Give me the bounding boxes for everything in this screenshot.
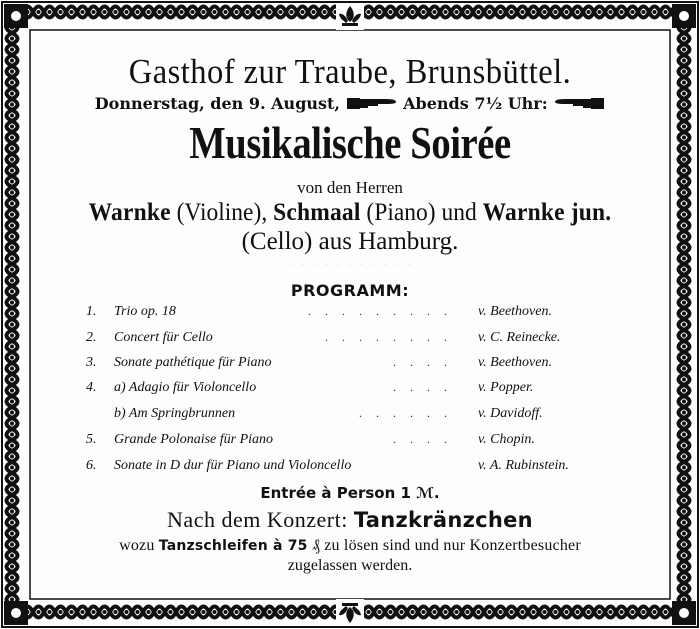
program-number: 4. [86,380,97,395]
performer-name: Warnke jun. [482,199,612,226]
program-composer: v. C. Reinecke. [478,330,561,345]
dance-note-line-2: zugelassen werden. [287,557,413,574]
date-text: Donnerstag, den 9. August, [94,94,340,113]
fleur-de-lis-icon [336,4,364,30]
program-heading: PROGRAMM: [290,281,410,300]
pointing-hand-icon [346,97,398,110]
program-composer: v. Davidoff. [478,406,543,421]
dance-note [30,537,670,555]
date-line [30,94,670,113]
program-number: 3. [86,355,97,370]
dance-event: Tanzkränzchen [353,508,533,532]
program-row: ........ 2. Concert für Cello v. C. Reinecke. [86,330,561,345]
performers-line-2: (Cello) aus Hamburg. [241,228,459,255]
performer-name: Schmaal [273,199,361,226]
program-number: 1. [86,304,97,319]
program-composer: v. Beethoven. [478,355,552,370]
event-title: Musikalische Soirée [189,117,511,168]
performers-line [49,199,651,227]
pointing-hand-icon [553,97,605,110]
program-number: 5. [86,432,97,447]
program-work: b) Am Springbrunnen [114,406,236,421]
after-concert-line [30,507,670,533]
time-text: Abends 7½ Uhr: [403,94,548,113]
venue-heading: Gasthof zur Traube, Brunsbüttel. [128,52,572,91]
program-row: ......... 1. Trio op. 18 v. Beethoven. [86,304,552,319]
divider: · · · · · · · · · · · [290,262,415,269]
program-composer: v. Popper. [478,380,534,395]
program-composer: v. Beethoven. [478,304,552,319]
entrance-fee: Entrée à Person 1 ℳ. [260,484,440,502]
program-work: Trio op. 18 [114,304,176,319]
program-row: .... 5. Grande Polonaise für Piano v. Chopin. [86,432,535,447]
program-row: ...... b) Am Springbrunnen v. Davidoff. [114,406,543,421]
program-row: .... 4. a) Adagio für Violoncello v. Popper. [86,380,534,395]
fleur-de-lis-icon [336,599,364,625]
performer-instrument: (Violine), [176,199,268,226]
program-work: Sonate in D dur für Piano und Violoncello [114,458,352,473]
program-row [86,458,646,482]
program-work: a) Adagio für Violoncello [114,380,257,395]
program-work: Concert für Cello [114,330,213,345]
performer-instrument: (Piano) und [366,199,477,226]
intro-text: von den Herren [297,178,403,197]
program-number: 2. [86,330,97,345]
program-work: Grande Polonaise für Piano [114,432,274,447]
program-number: 6. [86,458,97,473]
note-text: zu lösen sind und nur Konzertbesucher [324,537,581,554]
program-composer: v. Chopin. [478,432,535,447]
performer-name: Warnke [88,199,171,226]
note-text: wozu [119,537,155,554]
pfennig-sign: ₰ [311,537,321,554]
program-row: .... 3. Sonate pathétique für Piano v. Beethoven. [86,355,552,370]
program-composer: v. A. Rubinstein. [478,458,569,473]
program-work: Sonate pathétique für Piano [114,355,272,370]
dance-ribbon-price: Tanzschleifen à 75 [158,538,308,554]
after-concert-lead: Nach dem Konzert: [167,507,348,532]
